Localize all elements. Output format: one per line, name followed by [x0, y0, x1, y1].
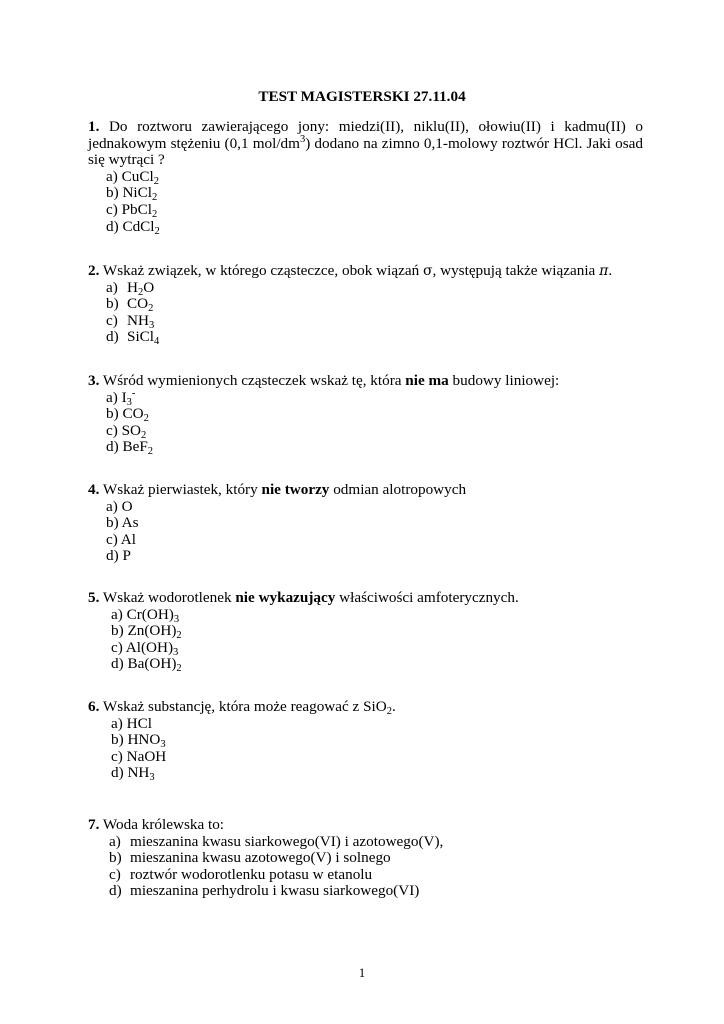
option-d: d) P	[106, 547, 131, 565]
question-3	[88, 373, 643, 456]
question-1-options	[88, 169, 643, 235]
question-1-text-b: ) dodano na zimno 0,1-molowy roztwór HCl. Jaki osad się wytrąci ?	[88, 134, 643, 169]
option-a: a) O	[106, 497, 133, 515]
pi-symbol: π	[599, 263, 609, 279]
option-c: c) PbCl$_2$	[106, 200, 158, 220]
question-4-options	[88, 499, 643, 565]
question-6-text: 6. Wskaż substancję, która może reagować z SiO$_2$.	[88, 698, 396, 717]
emphasis: nie tworzy	[261, 481, 330, 498]
question-4-text: 4. Wskaż pierwiastek, który nie tworzy odmian alotropowych	[88, 481, 467, 498]
question-1-sup: 3	[299, 133, 306, 145]
option-c: c) Al	[106, 530, 136, 548]
question-1-number: 1.	[88, 118, 100, 135]
question-7	[88, 817, 643, 900]
question-2-text: 2. Wskaż związek, w którego cząsteczce, obok wiązań σ, występują także wiązania π.	[88, 262, 613, 279]
option-b: b) $Zn(OH)_2$	[111, 622, 182, 642]
question-5	[88, 590, 643, 673]
question-1-text-a: Do roztworu zawierającego jony: miedzi(II), niklu(II), ołowiu(II) i kadmu(II) o jednakowym stężeniu (0,1 mol/dm	[88, 118, 643, 152]
option-b: b) $CO_2$	[106, 405, 149, 425]
option-c: c) NaOH	[111, 747, 167, 765]
question-2-number: 2.	[88, 262, 100, 279]
question-4-number: 4.	[88, 481, 100, 498]
option-d: d) mieszanina perhydrolu i kwasu siarkowego(VI)	[109, 882, 420, 900]
question-6-number: 6.	[88, 698, 100, 715]
question-7-number: 7.	[88, 816, 100, 833]
option-a: a) $H_2O$	[106, 278, 155, 298]
option-b: b) $CO_2$	[106, 295, 154, 315]
option-d: d) SiCl$_4$	[106, 328, 160, 348]
option-a: a) CuCl$_2$	[106, 167, 159, 187]
option-d: d) $Ba(OH)_2$	[111, 655, 182, 675]
question-7-options	[88, 834, 643, 900]
option-d: d) $NH_3$	[111, 764, 155, 784]
option-b: b) mieszanina kwasu azotowego(V) i solnego	[109, 849, 391, 867]
question-3-number: 3.	[88, 372, 100, 389]
question-3-text: 3. Wśród wymienionych cząsteczek wskaż tę, która nie ma budowy liniowej:	[88, 372, 560, 389]
option-a: a) mieszanina kwasu siarkowego(VI) i azotowego(V),	[109, 832, 444, 850]
option-b: b) $HNO_3$	[111, 731, 166, 751]
sigma-symbol: σ	[422, 263, 433, 279]
emphasis: nie wykazujący	[235, 589, 336, 606]
question-7-text: 7. Woda królewska to:	[88, 816, 225, 833]
option-b: b) As	[106, 514, 139, 532]
option-c: c) $NH_3$	[106, 311, 155, 331]
option-c: c) $SO_2$	[106, 421, 147, 441]
question-6-options	[88, 716, 643, 782]
emphasis: nie ma	[405, 372, 449, 389]
option-c: c) $Al(OH)_3$	[111, 638, 179, 658]
option-a: a) $Cr(OH)_3$	[111, 605, 180, 625]
page-title: TEST MAGISTERSKI 27.11.04	[258, 88, 466, 105]
option-c: c) roztwór wodorotlenku potasu w etanolu	[109, 865, 373, 883]
question-5-text: 5. Wskaż wodorotlenek nie wykazujący właściwości amfoterycznych.	[88, 589, 519, 606]
question-3-options	[88, 387, 643, 458]
option-b: b) NiCl$_2$	[106, 184, 158, 204]
question-2	[88, 263, 643, 346]
question-2-options	[88, 280, 643, 346]
option-d: d) CdCl$_2$	[106, 217, 160, 237]
option-a: a) $I_3^-$	[106, 387, 136, 408]
question-5-number: 5.	[88, 589, 100, 606]
question-1	[88, 119, 643, 235]
option-d: d) BeF$_2$	[106, 438, 154, 458]
question-1-text	[88, 119, 643, 169]
question-4	[88, 482, 643, 565]
question-6	[88, 699, 643, 782]
question-5-options	[88, 607, 643, 673]
option-a: a) HCl	[111, 714, 152, 732]
page-number: 1	[358, 965, 366, 980]
